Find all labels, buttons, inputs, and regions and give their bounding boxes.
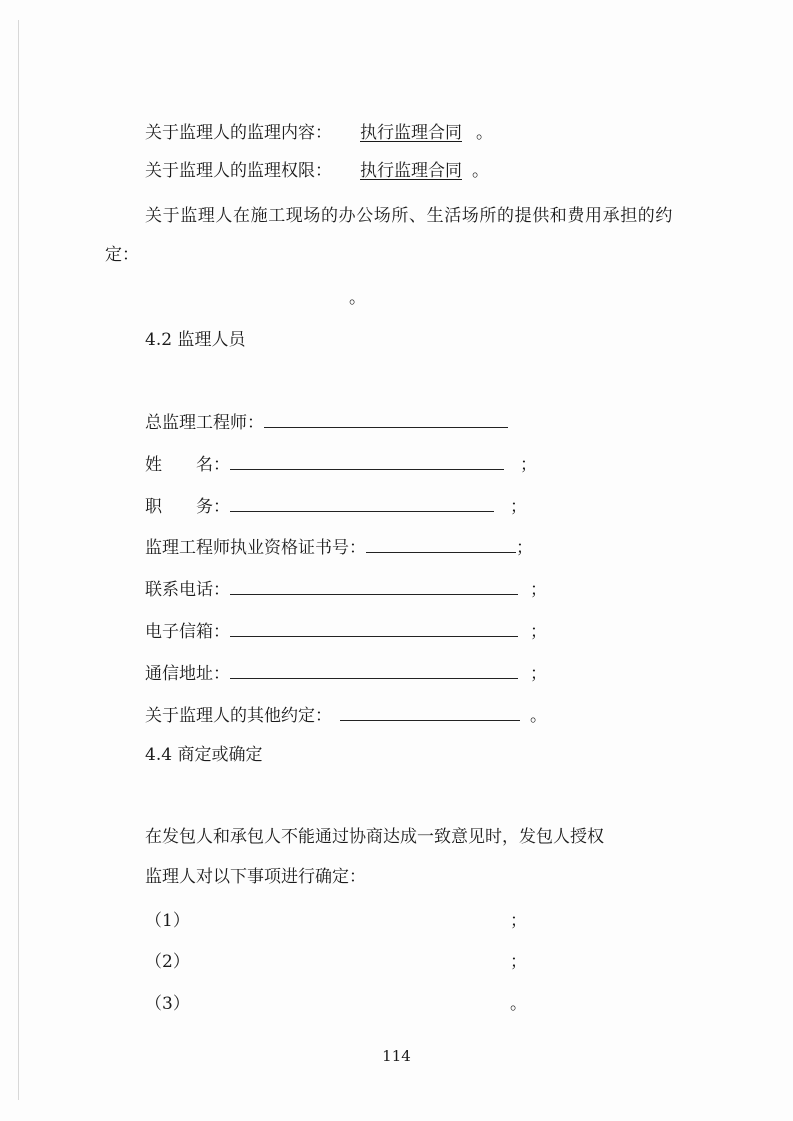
phone-line: [145, 575, 547, 600]
period-mark: 。: [472, 161, 489, 181]
item-1-semicolon: ；: [510, 911, 527, 931]
address-line: [145, 659, 547, 684]
determination-paragraph-line1: 在发包人和承包人不能通过协商达成一致意见时，发包人授权: [145, 827, 604, 847]
email-blank: [230, 619, 518, 637]
semicolon-mark: ；: [530, 664, 547, 684]
position-label: 职 务：: [145, 497, 230, 517]
item-2-semicolon: ；: [510, 952, 527, 972]
office-paragraph-line2: 定：: [105, 245, 139, 265]
phone-label: 联系电话：: [145, 580, 230, 600]
other-agreement-line: [145, 701, 547, 726]
section-4-2-heading: 4.2 监理人员: [145, 330, 246, 350]
supervision-authority-line: [145, 156, 489, 181]
certificate-line: [145, 533, 533, 558]
name-label: 姓 名：: [145, 455, 230, 475]
office-period-mark: 。: [349, 288, 366, 308]
certificate-label: 监理工程师执业资格证书号：: [145, 538, 366, 558]
other-agreement-label: 关于监理人的其他约定：: [145, 706, 332, 726]
address-label: 通信地址：: [145, 664, 230, 684]
period-mark: 。: [530, 706, 547, 726]
semicolon-mark: ；: [530, 580, 547, 600]
supervision-authority-value: 执行监理合同: [360, 161, 462, 181]
supervision-content-value: 执行监理合同: [360, 123, 462, 143]
email-line: [145, 617, 547, 642]
email-label: 电子信箱：: [145, 622, 230, 642]
phone-blank: [230, 577, 518, 595]
page-number: 114: [382, 1047, 411, 1065]
other-agreement-blank: [340, 703, 520, 721]
period-mark: 。: [476, 123, 493, 143]
item-3-period: 。: [510, 994, 527, 1014]
certificate-blank: [366, 535, 516, 553]
determination-item-3: （3）: [145, 994, 190, 1014]
name-line: [145, 450, 537, 475]
determination-item-1: （1）: [145, 911, 190, 931]
position-line: [145, 492, 527, 517]
supervision-authority-label: 关于监理人的监理权限：: [145, 161, 332, 181]
determination-item-2: （2）: [145, 952, 190, 972]
office-paragraph-line1: 关于监理人在施工现场的办公场所、生活场所的提供和费用承担的约: [145, 206, 673, 226]
determination-paragraph-line2: 监理人对以下事项进行确定：: [145, 867, 366, 887]
semicolon-mark: ；: [516, 538, 533, 558]
position-blank: [230, 494, 494, 512]
section-4-4-heading: 4.4 商定或确定: [145, 745, 263, 765]
semicolon-mark: ；: [530, 622, 547, 642]
scan-edge-line: [18, 20, 19, 1100]
semicolon-mark: ；: [510, 497, 527, 517]
semicolon-mark: ；: [520, 455, 537, 475]
name-blank: [230, 452, 504, 470]
chief-engineer-line: [145, 408, 508, 433]
chief-engineer-blank: [264, 410, 508, 428]
supervision-content-line: [145, 118, 493, 143]
address-blank: [230, 661, 518, 679]
supervision-content-label: 关于监理人的监理内容：: [145, 123, 332, 143]
chief-engineer-label: 总监理工程师：: [145, 413, 264, 433]
